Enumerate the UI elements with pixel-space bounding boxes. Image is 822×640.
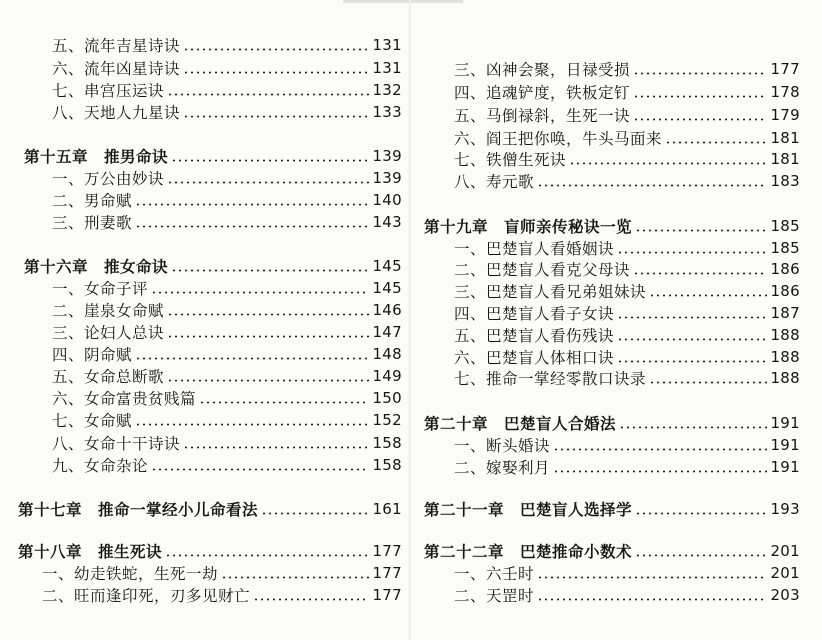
dot-leader [167,313,369,316]
toc-section-row [52,387,402,409]
chapter-label: 盲师亲传秘诀一览 [504,217,633,236]
page-number: 146 [372,301,402,319]
dot-leader [135,225,369,228]
section-label: 一、六壬时 [454,565,535,583]
toc-chapter-row [424,540,800,562]
chapter-number: 第十六章 [24,257,89,276]
page-number: 177 [770,60,800,78]
chapter-title [24,145,168,167]
page-number: 133 [372,103,402,121]
dot-leader [183,71,369,74]
dot-leader [633,272,767,275]
dot-leader [199,401,369,404]
dot-leader [537,598,767,601]
page-number: 152 [372,411,402,429]
section-label: 一、女命子评 [52,280,149,298]
dot-leader [135,203,369,206]
section-label: 五、巴楚盲人看伤残诀 [454,327,615,345]
section-label: 六、巴楚盲人体相口诀 [454,349,615,367]
chapter-number: 第二十二章 [424,542,505,561]
dot-leader [619,426,767,429]
page-number: 181 [770,129,800,147]
dot-leader [569,162,767,165]
dot-leader [649,294,767,297]
section-label: 五、女命总断歌 [52,368,165,386]
section-label: 二、旺而逢印死，刃多见财亡 [42,587,251,605]
page-number: 131 [372,59,402,77]
chapter-label: 推生死诀 [98,542,163,561]
section-label: 三、凶神会聚，日禄受损 [454,61,631,79]
dot-leader [151,291,369,294]
page-number: 177 [372,564,402,582]
toc-section-row [454,324,800,346]
page-number: 188 [770,369,800,387]
page-number: 145 [372,257,402,275]
chapter-label: 推命一掌经小儿命看法 [98,500,259,519]
section-label: 五、马倒禄斜，生死一诀 [454,107,631,125]
dot-leader [635,554,767,557]
dot-leader [171,159,369,162]
page-number: 140 [372,191,402,209]
page-number: 203 [770,586,800,604]
toc-section-row [52,167,402,189]
page-number: 161 [372,500,402,518]
section-label: 七、女命赋 [52,412,133,430]
toc-section-row [52,321,402,343]
dot-leader [171,269,369,272]
chapter-title [24,255,168,277]
dot-leader [221,576,369,579]
page-number: 147 [372,323,402,341]
section-label: 四、巴楚盲人看子女诀 [454,305,615,323]
toc-section-row [52,454,402,476]
page-number: 187 [770,304,800,322]
scan-edge-mark [343,0,463,3]
dot-leader [635,229,767,232]
dot-leader [649,381,767,384]
toc-section-row [52,365,402,387]
page-number: 178 [770,83,800,101]
toc-section-row [42,584,402,606]
page-number: 158 [372,434,402,452]
toc-section-row [454,367,800,389]
section-label: 四、阴命赋 [52,346,133,364]
toc-chapter-row [18,540,402,562]
page-number: 179 [770,106,800,124]
toc-section-row [454,58,800,80]
dot-leader [635,512,767,515]
toc-section-row [52,79,402,101]
dot-leader [151,468,369,471]
page-number: 143 [372,213,402,231]
toc-section-row [454,148,800,170]
page-number: 131 [372,36,402,54]
toc-section-row [454,104,800,126]
chapter-title [424,498,632,520]
section-label: 一、断头婚诀 [454,437,551,455]
toc-chapter-row [424,215,800,237]
dot-leader [135,357,369,360]
toc-section-row [52,409,402,431]
chapter-number: 第十七章 [18,500,83,519]
chapter-label: 推男命诀 [104,147,169,166]
dot-leader [665,141,767,144]
dot-leader [167,93,369,96]
toc-section-row [52,189,402,211]
page-number: 177 [372,586,402,604]
section-label: 二、崖泉女命赋 [52,302,165,320]
section-label: 六、流年凶星诗诀 [52,60,181,78]
section-label: 八、寿元歌 [454,173,535,191]
dot-leader [617,360,767,363]
dot-leader [261,512,369,515]
dot-leader [183,115,369,118]
dot-leader [183,48,369,51]
section-label: 八、天地人九星诀 [52,104,181,122]
section-label: 四、追魂铲度，铁板定钉 [454,84,631,102]
dot-leader [135,423,369,426]
page-number: 139 [372,169,402,187]
toc-section-row [52,101,402,123]
toc-section-row [454,434,800,456]
toc-section-row [454,456,800,478]
toc-section-row [454,346,800,368]
page-number: 148 [372,345,402,363]
chapter-title [424,215,632,237]
toc-section-row [52,211,402,233]
page-number: 188 [770,348,800,366]
page-number: 132 [372,81,402,99]
section-label: 三、巴楚盲人看兄弟姐妹诀 [454,283,647,301]
toc-chapter-row [424,412,800,434]
dot-leader [537,576,767,579]
chapter-label: 巴楚推命小数术 [520,542,633,561]
toc-section-row [454,237,800,259]
section-label: 三、刑妻歌 [52,214,133,232]
section-label: 六、女命富贵贫贱篇 [52,390,197,408]
toc-section-row [454,170,800,192]
page-number: 181 [770,150,800,168]
chapter-title [18,498,258,520]
page-number: 185 [770,217,800,235]
toc-section-row [52,343,402,365]
section-label: 一、万公由妙诀 [52,170,165,188]
dot-leader [167,335,369,338]
chapter-number: 第十九章 [424,217,489,236]
section-label: 七、推命一掌经零散口诀录 [454,370,647,388]
dot-leader [537,184,767,187]
page-number: 191 [770,458,800,476]
section-label: 六、阎王把你唤，牛头马面来 [454,130,663,148]
chapter-title [424,540,632,562]
page-number: 186 [770,282,800,300]
chapter-number: 第十五章 [24,147,89,166]
chapter-title [18,540,162,562]
section-label: 二、天罡时 [454,587,535,605]
toc-section-row [454,562,800,584]
section-label: 七、串宫压运诀 [52,82,165,100]
section-label: 一、幼走铁蛇，生死一劫 [42,565,219,583]
page-number: 145 [372,279,402,297]
section-label: 二、嫁娶利月 [454,459,551,477]
page-number: 150 [372,389,402,407]
toc-section-row [454,302,800,324]
dot-leader [633,95,767,98]
toc-section-row [454,258,800,280]
dot-leader [253,598,369,601]
dot-leader [165,554,369,557]
dot-leader [633,118,767,121]
page-number: 149 [372,367,402,385]
chapter-label: 推女命诀 [104,257,169,276]
dot-leader [183,446,369,449]
section-label: 九、女命杂论 [52,457,149,475]
section-label: 三、论妇人总诀 [52,324,165,342]
toc-section-row [454,280,800,302]
section-label: 七、铁僧生死诀 [454,151,567,169]
page-number: 201 [770,542,800,560]
page-number: 177 [372,542,402,560]
toc-section-row [52,432,402,454]
page-number: 188 [770,326,800,344]
section-label: 一、巴楚盲人看婚姻诀 [454,240,615,258]
dot-leader [617,338,767,341]
section-label: 二、巴楚盲人看克父母诀 [454,261,631,279]
page-number: 201 [770,564,800,582]
page-fold [409,0,411,640]
toc-section-row [454,81,800,103]
page-number: 158 [372,456,402,474]
page-number: 183 [770,172,800,190]
toc-section-row [52,277,402,299]
page-number: 191 [770,414,800,432]
dot-leader [553,448,767,451]
toc-section-row [52,57,402,79]
dot-leader [167,379,369,382]
page-number: 186 [770,260,800,278]
chapter-number: 第二十一章 [424,500,505,519]
chapter-number: 第十八章 [18,542,83,561]
chapter-title [424,412,616,434]
chapter-number: 第二十章 [424,414,489,433]
chapter-label: 巴楚盲人选择学 [520,500,633,519]
section-label: 五、流年吉星诗诀 [52,37,181,55]
section-label: 二、男命赋 [52,192,133,210]
page-number: 191 [770,436,800,454]
toc-section-row [454,584,800,606]
dot-leader [633,72,767,75]
dot-leader [167,181,369,184]
page-number: 193 [770,500,800,518]
dot-leader [617,251,767,254]
toc-section-row [52,299,402,321]
toc-section-row [52,34,402,56]
chapter-label: 巴楚盲人合婚法 [504,414,617,433]
toc-section-row [42,562,402,584]
dot-leader [553,470,767,473]
section-label: 八、女命十干诗诀 [52,435,181,453]
toc-chapter-row [424,498,800,520]
toc-section-row [454,127,800,149]
page-number: 139 [372,147,402,165]
toc-chapter-row [18,498,402,520]
page-number: 185 [770,239,800,257]
toc-chapter-row [24,255,402,277]
toc-chapter-row [24,145,402,167]
dot-leader [617,316,767,319]
